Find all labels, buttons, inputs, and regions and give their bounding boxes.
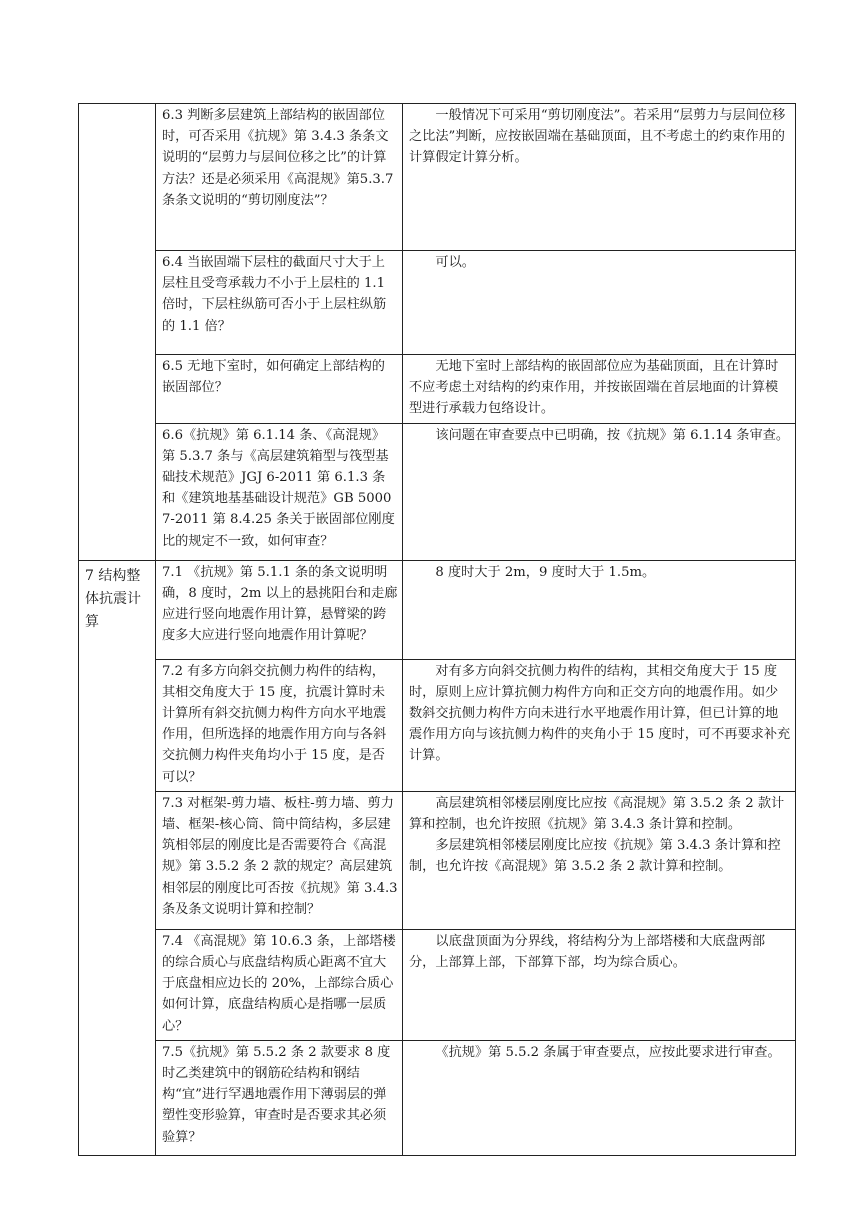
answer-cell (403, 251, 796, 355)
question-cell: 6.6《抗规》第 6.1.14 条、《高混规》第 5.3.7 条与《高层建筑箱型与筏型基础技术规范》JGJ 6-2011 第 6.1.3 条和《建筑地基基础设计规范》GB 50007-2011 第 8.4.25 条关于嵌固部位刚度比的规定不一致，如何审查？ (156, 423, 403, 560)
answer-cell (403, 791, 796, 929)
answer-cell (403, 560, 796, 659)
table-row (79, 560, 796, 659)
table-row (79, 1040, 796, 1155)
answer-paragraph: 以底盘顶面为分界线，将结构分为上部塔楼和大底盘两部分，上部算上部，下部算下部，均为综合质心。 (409, 933, 766, 971)
question-cell: 7.5《抗规》第 5.5.2 条 2 款要求 8 度时乙类建筑中的钢筋砼结构和钢结构“宜”进行罕遇地震作用下薄弱层的弹塑性变形验算，审查时是否要求其必须验算？ (156, 1040, 403, 1155)
question-cell: 6.5 无地下室时，如何确定上部结构的嵌固部位？ (156, 355, 403, 424)
answer-paragraph: 对有多方向斜交抗侧力构件的结构，其相交角度大于 15 度时，原则上应计算抗侧力构件方向和正交方向的地震作用。如少数斜交抗侧力构件方向未进行水平地震作用计算，但已计算的地震作用方向与该抗侧力构件的夹角小于 15 度时，可不再要求补充计算。 (409, 663, 791, 764)
table-row (79, 791, 796, 929)
answer-paragraph: 8 度时大于 2m，9 度时大于 1.5m。 (435, 564, 656, 580)
answer-cell (403, 355, 796, 424)
answer-paragraph: 该问题在审查要点中已明确，按《抗规》第 6.1.14 条审查。 (435, 427, 790, 443)
answer-cell (403, 104, 796, 251)
answer-paragraph: 多层建筑相邻楼层刚度比应按《抗规》第 3.4.3 条计算和控制，也允许按《高混规》第 3.5.2 条 2 款计算和控制。 (409, 838, 781, 875)
answer-paragraph: 可以。 (435, 255, 475, 270)
answer-cell (403, 659, 796, 791)
answer-cell (403, 929, 796, 1040)
question-cell: 7.2 有多方向斜交抗侧力构件的结构，其相交角度大于 15 度，抗震计算时未计算所有斜交抗侧力构件方向水平地震作用，但所选择的地震作用方向与各斜交抗侧力构件夹角均小于 15 度，是否可以？ (156, 659, 403, 791)
answer-cell (403, 423, 796, 560)
question-cell: 6.4 当嵌固端下层柱的截面尺寸大于上层柱且受弯承载力不小于上层柱的 1.1 倍时，下层柱纵筋可否小于上层柱纵筋的 1.1 倍？ (156, 251, 403, 355)
question-cell: 7.4 《高混规》第 10.6.3 条，上部塔楼的综合质心与底盘结构质心距离不宜大于底盘相应边长的 20%，上部综合质心如何计算，底盘结构质心是指哪一层质心？ (156, 929, 403, 1040)
question-cell: 6.3 判断多层建筑上部结构的嵌固部位时，可否采用《抗规》第 3.4.3 条条文说明的“层剪力与层间位移之比”的计算方法？还是必须采用《高混规》第5.3.7条条文说明的“剪切刚度法”？ (156, 104, 403, 251)
table-row (79, 251, 796, 355)
answer-paragraph: 《抗规》第 5.5.2 条属于审查要点，应按此要求进行审查。 (435, 1044, 781, 1060)
category-cell: 7 结构整体抗震计算 (79, 560, 156, 1155)
qa-table (78, 103, 796, 1156)
question-cell: 7.3 对框架-剪力墙、板柱-剪力墙、剪力墙、框架-核心筒、筒中筒结构，多层建筑相邻层的刚度比是否需要符合《高混规》第 3.5.2 条 2 款的规定？高层建筑相邻层的刚度比可否按《抗规》第 3.4.3 条及条文说明计算和控制？ (156, 791, 403, 929)
answer-paragraph: 一般情况下可采用“剪切刚度法”。若采用“层剪力与层间位移之比法”判断，应按嵌固端在基础顶面，且不考虑土的约束作用的计算假定计算分析。 (409, 108, 786, 166)
table-row (79, 659, 796, 791)
table-row (79, 423, 796, 560)
answer-cell (403, 1040, 796, 1155)
answer-paragraph: 无地下室时上部结构的嵌固部位应为基础顶面，且在计算时不应考虑土对结构的约束作用，并按嵌固端在首层地面的计算模型进行承载力包络设计。 (409, 359, 779, 417)
answer-paragraph: 高层建筑相邻楼层刚度比应按《高混规》第 3.5.2 条 2 款计算和控制，也允许按照《抗规》第 3.4.3 条计算和控制。 (409, 795, 785, 833)
category-cell-section-6 (79, 104, 156, 561)
table-row (79, 104, 796, 251)
table-row (79, 929, 796, 1040)
table-row (79, 355, 796, 424)
question-cell: 7.1 《抗规》第 5.1.1 条的条文说明明确，8 度时，2m 以上的悬挑阳台和走廊应进行竖向地震作用计算，悬臂梁的跨度多大应进行竖向地震作用计算呢？ (156, 560, 403, 659)
